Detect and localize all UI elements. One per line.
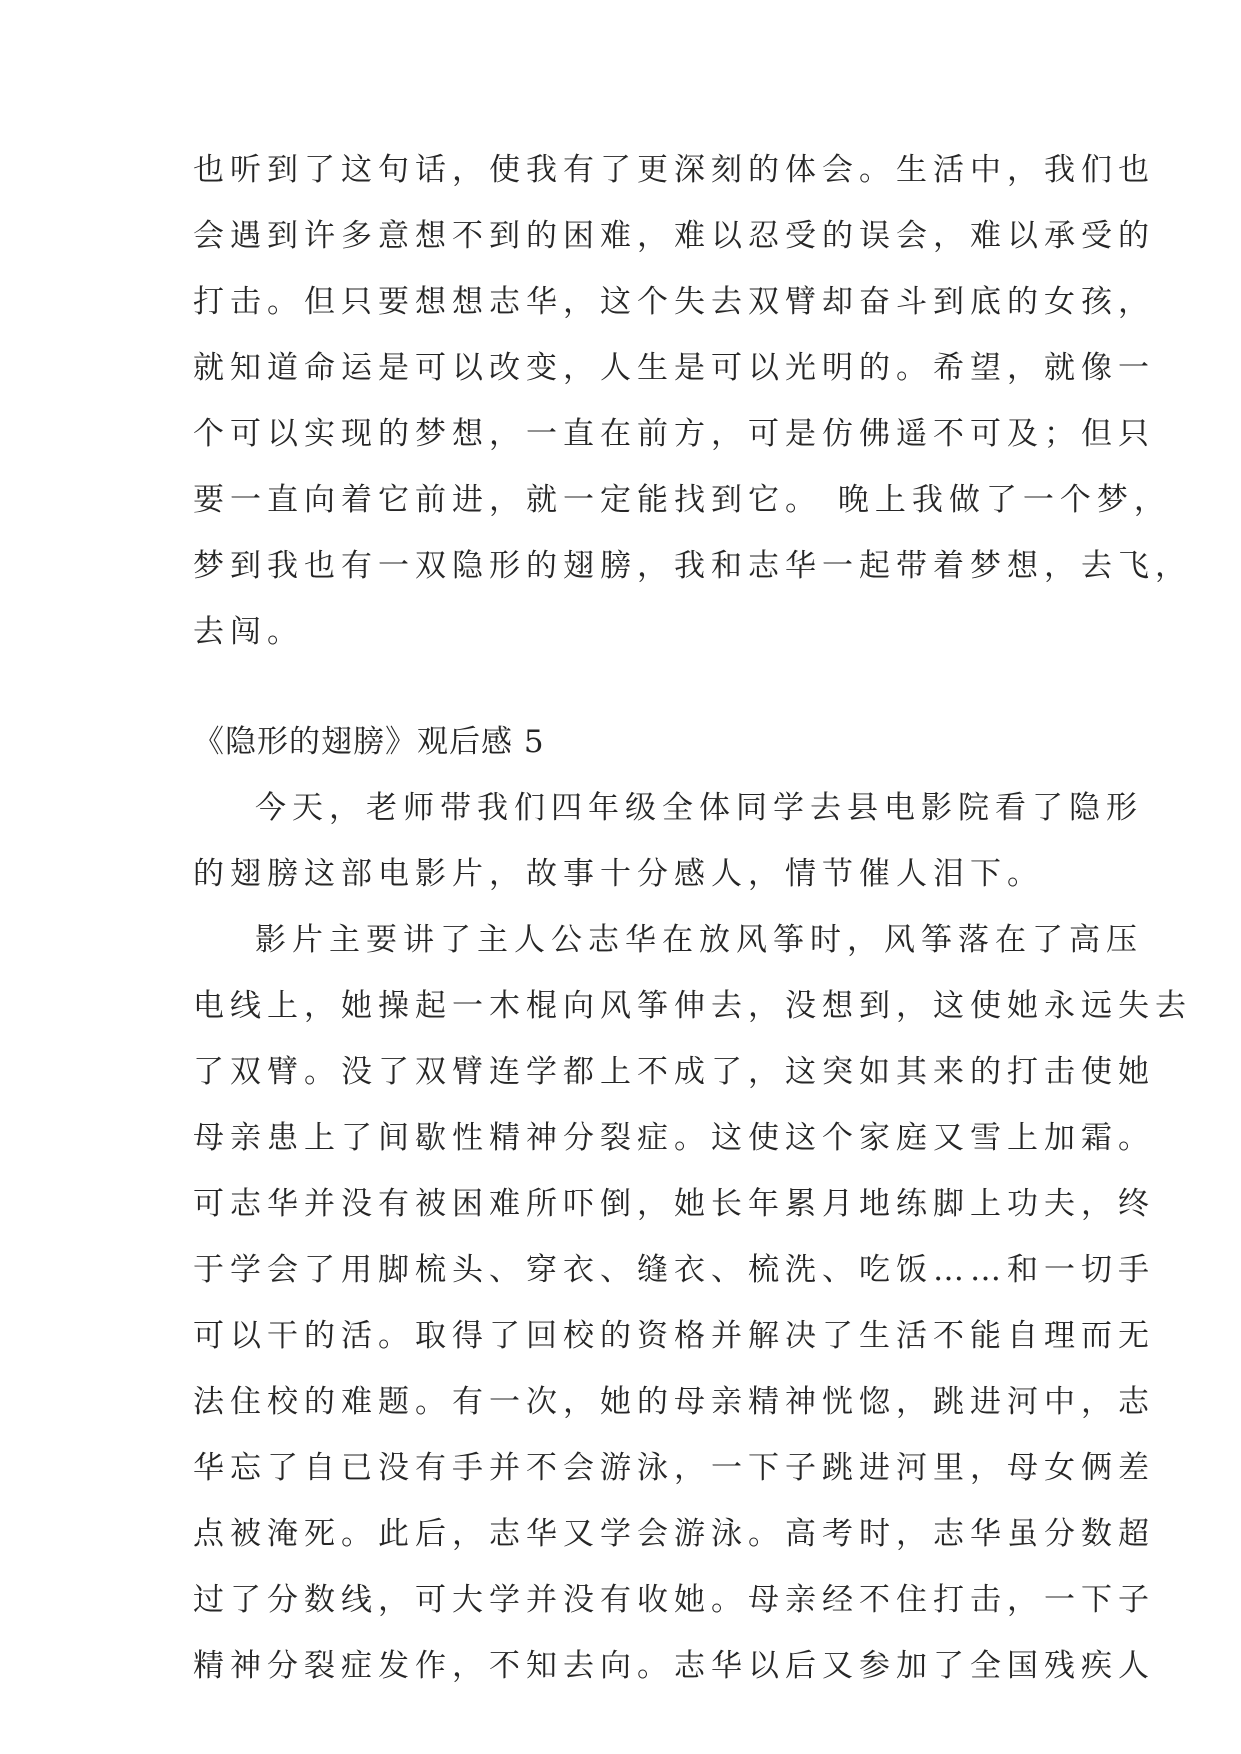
text-line: 打击。但只要想想志华，这个失去双臂却奋斗到底的女孩， [193,284,1155,320]
text-line: 点被淹死。此后，志华又学会游泳。高考时，志华虽分数超 [193,1516,1155,1552]
text-line: 影片主要讲了主人公志华在放风筝时，风筝落在了高压 [255,922,1143,958]
text-line: 可志华并没有被困难所吓倒，她长年累月地练脚上功夫，终 [193,1186,1155,1222]
text-line: 今天，老师带我们四年级全体同学去县电影院看了隐形 [255,790,1143,826]
text-line: 个可以实现的梦想，一直在前方，可是仿佛遥不可及；但只 [193,416,1155,452]
text-line: 母亲患上了间歇性精神分裂症。这使这个家庭又雪上加霜。 [193,1120,1155,1156]
text-line: 就知道命运是可以改变，人生是可以光明的。希望，就像一 [193,350,1155,386]
text-line: 于学会了用脚梳头、穿衣、缝衣、梳洗、吃饭……和一切手 [193,1252,1155,1288]
text-line: 电线上，她操起一木棍向风筝伸去，没想到，这使她永远失去 [193,988,1192,1024]
text-line: 华忘了自已没有手并不会游泳，一下子跳进河里，母女俩差 [193,1450,1155,1486]
text-line: 可以干的活。取得了回校的资格并解决了生活不能自理而无 [193,1318,1155,1354]
text-line: 的翅膀这部电影片，故事十分感人，情节催人泪下。 [193,856,1044,892]
text-line: 要一直向着它前进，就一定能找到它。 晚上我做了一个梦， [193,482,1171,518]
text-line: 梦到我也有一双隐形的翅膀，我和志华一起带着梦想，去飞， [193,548,1192,584]
text-line: 去闯。 [193,614,304,650]
text-line: 过了分数线，可大学并没有收她。母亲经不住打击，一下子 [193,1582,1155,1618]
text-line: 也听到了这句话，使我有了更深刻的体会。生活中，我们也 [193,152,1155,188]
section-title: 《隐形的翅膀》观后感 5 [193,724,545,760]
text-line: 法住校的难题。有一次，她的母亲精神恍惚，跳进河中，志 [193,1384,1155,1420]
text-line: 了双臂。没了双臂连学都上不成了，这突如其来的打击使她 [193,1054,1155,1090]
text-line: 会遇到许多意想不到的困难，难以忍受的误会，难以承受的 [193,218,1155,254]
text-line: 精神分裂症发作，不知去向。志华以后又参加了全国残疾人 [193,1648,1155,1684]
